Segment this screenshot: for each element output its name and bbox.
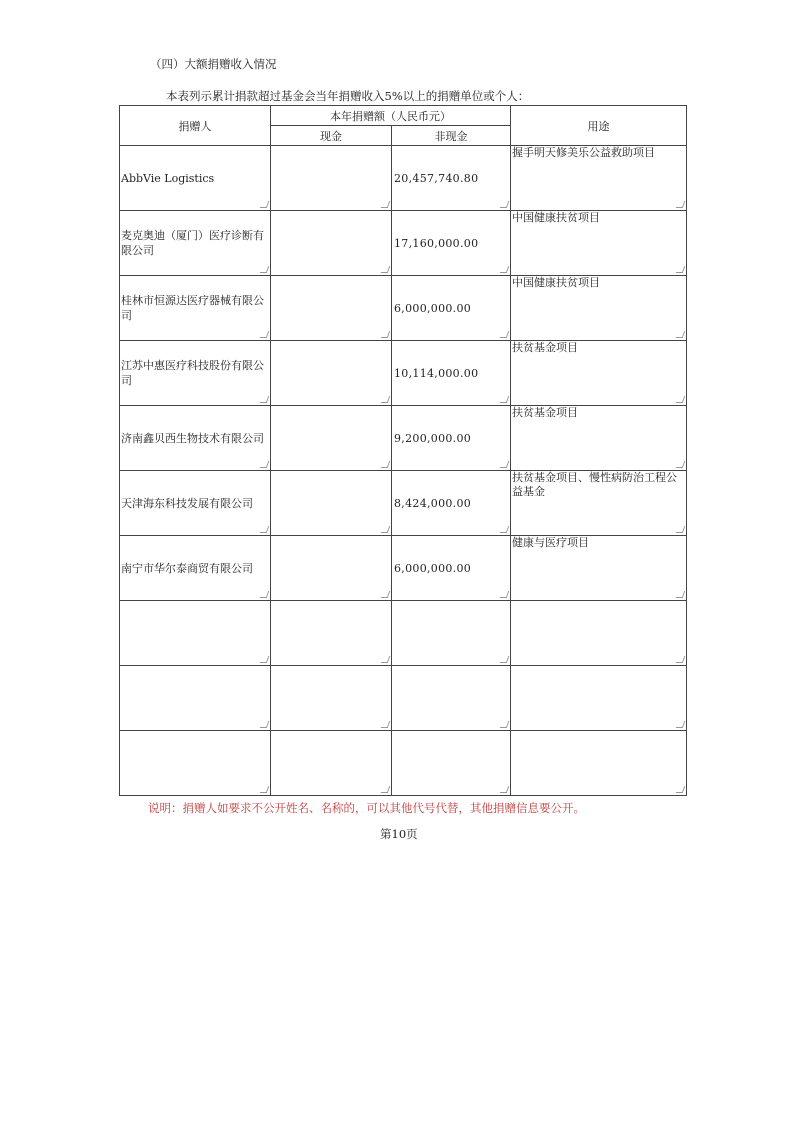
- use-cell[interactable]: 扶贫基金项目: [511, 341, 687, 406]
- header-cash: 现金: [271, 126, 392, 146]
- use-cell[interactable]: 扶贫基金项目: [511, 406, 687, 471]
- page-number: 第10页: [380, 827, 418, 841]
- non-cash-cell[interactable]: 20,457,740.80: [392, 146, 511, 211]
- donor-cell[interactable]: 江苏中惠医疗科技股份有限公司: [120, 341, 271, 406]
- donor-cell[interactable]: [120, 601, 271, 666]
- non-cash-cell[interactable]: 9,200,000.00: [392, 406, 511, 471]
- header-use: 用途: [511, 106, 687, 146]
- non-cash-cell[interactable]: 8,424,000.00: [392, 471, 511, 536]
- cash-cell[interactable]: [271, 341, 392, 406]
- table-row: [120, 471, 687, 536]
- cash-cell[interactable]: [271, 146, 392, 211]
- table-row: [120, 731, 687, 796]
- cash-cell[interactable]: [271, 406, 392, 471]
- table-row: [120, 276, 687, 341]
- cash-cell[interactable]: [271, 666, 392, 731]
- footnote: 说明：捐赠人如要求不公开姓名、名称的，可以其他代号代替，其他捐赠信息要公开。: [148, 801, 585, 815]
- use-cell[interactable]: 中国健康扶贫项目: [511, 211, 687, 276]
- table-row: [120, 211, 687, 276]
- non-cash-cell[interactable]: 6,000,000.00: [392, 536, 511, 601]
- cash-cell[interactable]: [271, 276, 392, 341]
- table-row: [120, 146, 687, 211]
- donation-table: [119, 105, 687, 796]
- use-cell[interactable]: [511, 731, 687, 796]
- donor-cell[interactable]: [120, 666, 271, 731]
- donor-cell[interactable]: 桂林市恒源达医疗器械有限公司: [120, 276, 271, 341]
- header-non-cash: 非现金: [392, 126, 511, 146]
- cash-cell[interactable]: [271, 536, 392, 601]
- use-cell[interactable]: 中国健康扶贫项目: [511, 276, 687, 341]
- cash-cell[interactable]: [271, 731, 392, 796]
- table-row: [120, 536, 687, 601]
- non-cash-cell[interactable]: [392, 731, 511, 796]
- non-cash-cell[interactable]: 10,114,000.00: [392, 341, 511, 406]
- donor-cell[interactable]: AbbVie Logistics: [120, 146, 271, 211]
- section-title: （四）大额捐赠收入情况: [150, 57, 277, 71]
- cash-cell[interactable]: [271, 211, 392, 276]
- use-cell[interactable]: 扶贫基金项目、慢性病防治工程公益基金: [511, 471, 687, 536]
- cash-cell[interactable]: [271, 471, 392, 536]
- donor-cell[interactable]: [120, 731, 271, 796]
- use-cell[interactable]: [511, 666, 687, 731]
- donor-cell[interactable]: 济南鑫贝西生物技术有限公司: [120, 406, 271, 471]
- donor-cell[interactable]: 麦克奥迪（厦门）医疗诊断有限公司: [120, 211, 271, 276]
- table-row: [120, 601, 687, 666]
- use-cell[interactable]: [511, 601, 687, 666]
- table-intro: 本表列示累计捐款超过基金会当年捐赠收入5%以上的捐赠单位或个人：: [166, 89, 530, 103]
- use-cell[interactable]: 握手明天修美乐公益救助项目: [511, 146, 687, 211]
- non-cash-cell[interactable]: 17,160,000.00: [392, 211, 511, 276]
- donor-cell[interactable]: 天津海东科技发展有限公司: [120, 471, 271, 536]
- non-cash-cell[interactable]: [392, 601, 511, 666]
- cash-cell[interactable]: [271, 601, 392, 666]
- table-row: [120, 666, 687, 731]
- non-cash-cell[interactable]: [392, 666, 511, 731]
- header-amount-group: 本年捐赠额（人民币元）: [271, 106, 511, 126]
- use-cell[interactable]: 健康与医疗项目: [511, 536, 687, 601]
- table-row: [120, 406, 687, 471]
- non-cash-cell[interactable]: 6,000,000.00: [392, 276, 511, 341]
- table-row: [120, 341, 687, 406]
- donor-cell[interactable]: 南宁市华尔泰商贸有限公司: [120, 536, 271, 601]
- header-donor: 捐赠人: [120, 106, 271, 146]
